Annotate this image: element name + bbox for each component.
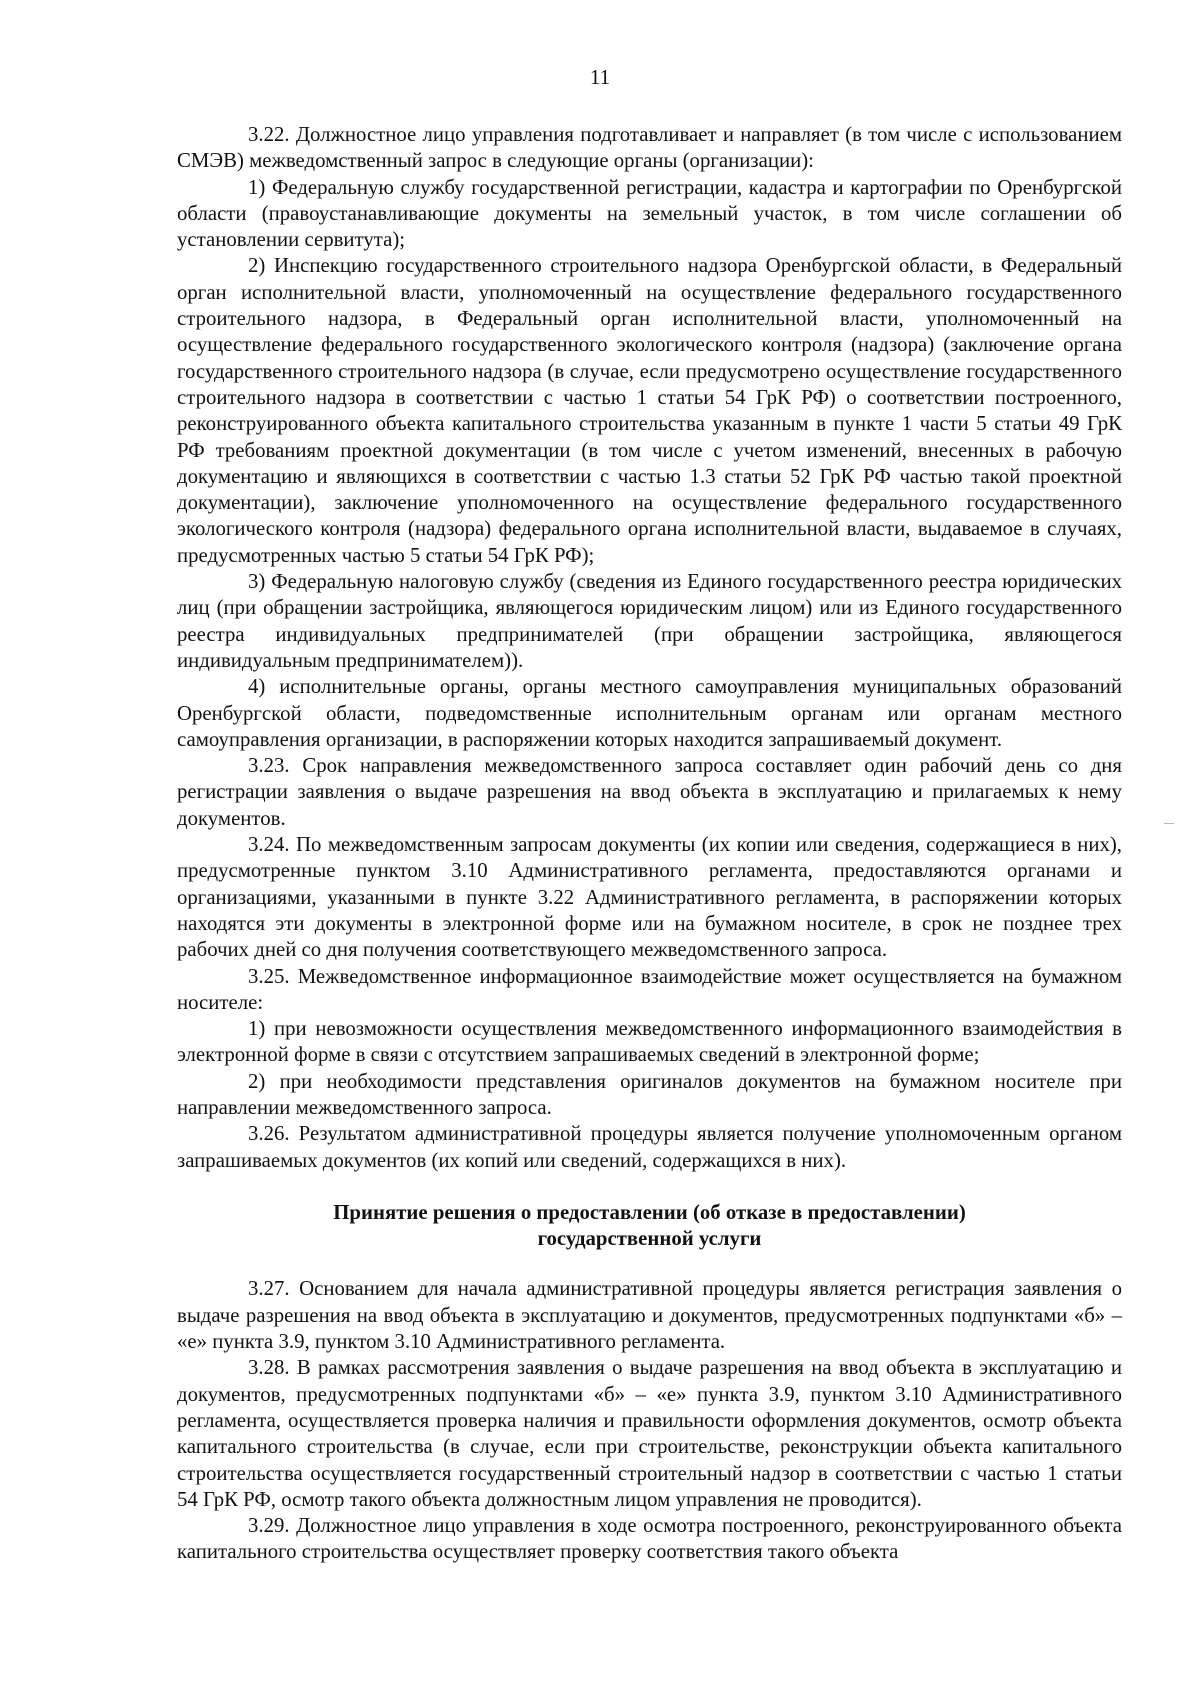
paragraph-3-22: 3.22. Должностное лицо управления подготавливает и направляет (в том числе с использованием СМЭВ) межведомственный запрос в следующие органы (организации):	[177, 123, 1122, 173]
paragraph-3-22-item-1: 1) Федеральную службу государственной регистрации, кадастра и картографии по Оренбургской области (правоустанавливающие документы на земельный участок, в том числе соглашении об установлении сервитута);	[177, 175, 1122, 252]
paragraph-3-26: 3.26. Результатом административной процедуры является получение уполномоченным органом запрашиваемых документов (их копий или сведений, содержащихся в них).	[177, 1122, 1122, 1172]
section-heading	[177, 1200, 1122, 1253]
document-body	[177, 122, 1122, 1566]
paragraph-3-25-item-2: 2) при необходимости представления оригиналов документов на бумажном носителе при направлении межведомственного запроса.	[177, 1069, 1122, 1119]
paragraph-3-22-item-4: 4) исполнительные органы, органы местного самоуправления муниципальных образований Оренбургской области, подведомственные исполнительным органам или органам местного самоуправления организации, в распоряжении которых находится запрашиваемый документ.	[177, 675, 1122, 751]
paragraph-3-25-item-1: 1) при невозможности осуществления межведомственного информационного взаимодействия в электронной форме в связи с отсутствием запрашиваемых сведений в электронной форме;	[177, 1017, 1122, 1067]
section-heading-line-2: государственной услуги	[537, 1227, 762, 1251]
page-number: 11	[589, 65, 611, 89]
margin-mark	[1164, 823, 1174, 824]
paragraph-3-28: 3.28. В рамках рассмотрения заявления о выдаче разрешения на ввод объекта в эксплуатацию и документов, предусмотренных подпунктами «б» – «е» пункта 3.9, пунктом 3.10 Административного регламента, осуществляется проверка наличия и правильности оформления документов, осмотр объекта капитального строительства (в случае, если при строительстве, реконструкции объекта капитального строительства осуществляется государственный строительный надзор в соответствии с частью 1 статьи 54 ГрК РФ, осмотр такого объекта должностным лицом управления не проводится).	[177, 1356, 1122, 1511]
paragraph-3-29: 3.29. Должностное лицо управления в ходе осмотра построенного, реконструированного объекта капитального строительства осуществляет проверку соответствия такого объекта	[177, 1514, 1122, 1564]
paragraph-3-25: 3.25. Межведомственное информационное взаимодействие может осуществляется на бумажном носителе:	[177, 964, 1122, 1014]
section-heading-line-1: Принятие решения о предоставлении (об отказе в предоставлении)	[333, 1200, 966, 1224]
paragraph-3-22-item-2: 2) Инспекцию государственного строительного надзора Оренбургской области, в Федеральный орган исполнительной власти, уполномоченный на осуществление федерального государственного строительного надзора, в Федеральный орган исполнительной власти, уполномоченный на осуществление федерального государственного экологического контроля (надзора) (заключение органа государственного строительного надзора (в случае, если предусмотрено осуществление государственного строительного надзора в соответствии с частью 1 статьи 54 ГрК РФ) о соответствии построенного, реконструированного объекта капитального строительства указанным в пункте 1 части 5 статьи 49 ГрК РФ требованиям проектной документации (в том числе с учетом изменений, внесенных в рабочую документацию и являющихся в соответствии с частью 1.3 статьи 52 ГрК РФ частью такой проектной документации), заключение уполномоченного на осуществление федерального государственного экологического контроля (надзора) федерального органа исполнительной власти, выдаваемое в случаях, предусмотренных частью 5 статьи 54 ГрК РФ);	[177, 254, 1122, 567]
paragraph-3-24: 3.24. По межведомственным запросам документы (их копии или сведения, содержащиеся в них), предусмотренные пунктом 3.10 Административного регламента, предоставляются органами и организациями, указанными в пункте 3.22 Административного регламента, в распоряжении которых находятся эти документы в электронной форме или на бумажном носителе, в срок не позднее трех рабочих дней со дня получения соответствующего межведомственного запроса.	[177, 833, 1122, 962]
paragraph-3-27: 3.27. Основанием для начала административной процедуры является регистрация заявления о выдаче разрешения на ввод объекта в эксплуатацию и документов, предусмотренных подпунктами «б» – «е» пункта 3.9, пунктом 3.10 Административного регламента.	[177, 1277, 1122, 1354]
paragraph-3-22-item-3: 3) Федеральную налоговую службу (сведения из Единого государственного реестра юридических лиц (при обращении застройщика, являющегося юридическим лицом) или из Единого государственного реестра индивидуальных предпринимателей (при обращении застройщика, являющегося индивидуальным предпринимателем)).	[177, 570, 1122, 672]
paragraph-3-23: 3.23. Срок направления межведомственного запроса составляет один рабочий день со дня регистрации заявления о выдаче разрешения на ввод объекта в эксплуатацию и прилагаемых к нему документов.	[177, 754, 1122, 830]
